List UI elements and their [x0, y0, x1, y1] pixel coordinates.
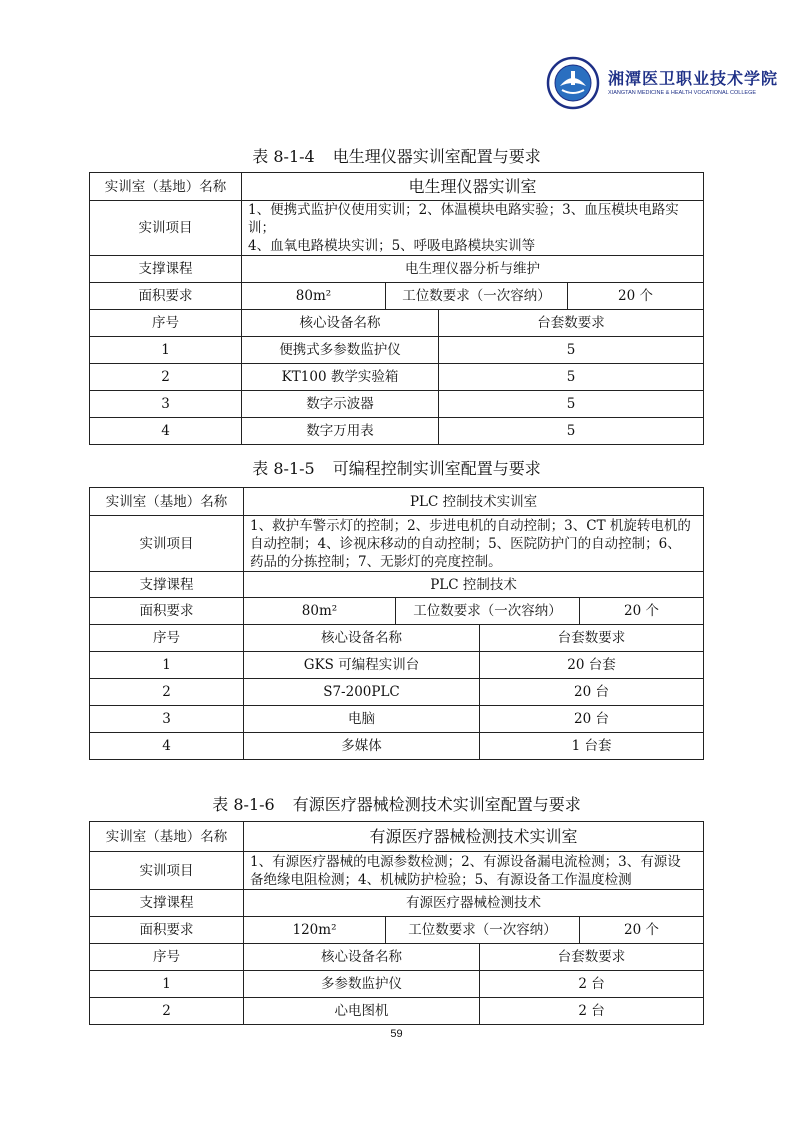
config-table — [89, 487, 704, 760]
course-label: 支撑课程 — [90, 890, 244, 917]
area-value: 120m² — [244, 917, 386, 944]
row-no: 2 — [90, 998, 244, 1025]
table-title: 电生理仪器实训室配置与要求 — [332, 147, 541, 166]
project-line: 1、便携式监护仪使用实训；2、体温模块电路实验；3、血压模块电路实训； — [248, 202, 679, 236]
col-header-no: 序号 — [90, 310, 242, 337]
table-number: 表 8-1-4 — [252, 147, 315, 166]
area-label: 面积要求 — [90, 283, 242, 310]
course-label: 支撑课程 — [90, 572, 244, 598]
table-caption — [0, 147, 793, 167]
row-count: 1 台套 — [480, 733, 704, 760]
config-table — [89, 821, 704, 1025]
room-name: 有源医疗器械检测技术实训室 — [244, 822, 704, 852]
room-name: PLC 控制技术实训室 — [244, 488, 704, 516]
station-label: 工位数要求（一次容纳） — [386, 283, 568, 310]
col-header-no: 序号 — [90, 625, 244, 652]
row-no: 4 — [90, 733, 244, 760]
area-value: 80m² — [242, 283, 386, 310]
table-row — [90, 706, 704, 733]
row-no: 3 — [90, 391, 242, 418]
row-count: 5 — [439, 337, 704, 364]
project-line: 自动控制；4、诊视床移动的自动控制；5、医院防护门的自动控制；6、 — [250, 535, 681, 552]
room-label: 实训室（基地）名称 — [90, 488, 244, 516]
row-count: 20 台套 — [480, 652, 704, 679]
row-no: 2 — [90, 364, 242, 391]
college-name-cn: 湘潭医卫职业技术学院 — [608, 69, 779, 88]
col-header-no: 序号 — [90, 944, 244, 971]
table-row — [90, 364, 704, 391]
row-equipment: 数字万用表 — [242, 418, 439, 445]
col-header-equipment: 核心设备名称 — [242, 310, 439, 337]
project-label: 实训项目 — [90, 201, 242, 256]
row-equipment: KT100 教学实验箱 — [242, 364, 439, 391]
col-header-count: 台套数要求 — [480, 944, 704, 971]
station-value: 20 个 — [568, 283, 704, 310]
table-title: 有源医疗器械检测技术实训室配置与要求 — [292, 795, 581, 814]
course-name: PLC 控制技术 — [244, 572, 704, 598]
area-label: 面积要求 — [90, 598, 244, 625]
course-label: 支撑课程 — [90, 256, 242, 283]
row-count: 2 台 — [480, 971, 704, 998]
table-row — [90, 337, 704, 364]
table-number: 表 8-1-5 — [252, 459, 315, 478]
page-number: 59 — [390, 1028, 403, 1040]
room-label: 实训室（基地）名称 — [90, 822, 244, 852]
table-row — [90, 971, 704, 998]
project-label: 实训项目 — [90, 852, 244, 890]
station-label: 工位数要求（一次容纳） — [396, 598, 580, 625]
row-count: 5 — [439, 364, 704, 391]
table-row — [90, 391, 704, 418]
row-no: 3 — [90, 706, 244, 733]
col-header-count: 台套数要求 — [439, 310, 704, 337]
table-title: 可编程控制实训室配置与要求 — [332, 459, 541, 478]
table-row — [90, 418, 704, 445]
col-header-equipment: 核心设备名称 — [244, 625, 480, 652]
row-no: 1 — [90, 971, 244, 998]
station-value: 20 个 — [580, 598, 704, 625]
table-caption — [0, 459, 793, 479]
row-no: 2 — [90, 679, 244, 706]
row-equipment: GKS 可编程实训台 — [244, 652, 480, 679]
row-count: 20 台 — [480, 679, 704, 706]
row-equipment: 数字示波器 — [242, 391, 439, 418]
project-content — [244, 852, 704, 890]
table-row — [90, 733, 704, 760]
row-count: 5 — [439, 418, 704, 445]
college-emblem-icon — [546, 56, 600, 110]
row-no: 4 — [90, 418, 242, 445]
config-table — [89, 172, 704, 445]
row-no: 1 — [90, 652, 244, 679]
table-caption — [0, 795, 793, 815]
project-content — [242, 201, 704, 256]
row-count: 5 — [439, 391, 704, 418]
row-equipment: S7-200PLC — [244, 679, 480, 706]
area-label: 面积要求 — [90, 917, 244, 944]
table-row — [90, 998, 704, 1025]
station-label: 工位数要求（一次容纳） — [386, 917, 580, 944]
college-logo — [546, 58, 778, 108]
project-content — [244, 516, 704, 572]
station-value: 20 个 — [580, 917, 704, 944]
row-equipment: 多参数监护仪 — [244, 971, 480, 998]
table-row — [90, 679, 704, 706]
room-label: 实训室（基地）名称 — [90, 173, 242, 201]
table-row — [90, 652, 704, 679]
row-count: 2 台 — [480, 998, 704, 1025]
room-name: 电生理仪器实训室 — [242, 173, 704, 201]
col-header-count: 台套数要求 — [480, 625, 704, 652]
project-line: 1、有源医疗器械的电源参数检测；2、有源设备漏电流检测；3、有源设 — [250, 853, 681, 870]
course-name: 有源医疗器械检测技术 — [244, 890, 704, 917]
row-equipment: 便携式多参数监护仪 — [242, 337, 439, 364]
project-line: 4、血氧电路模块实训；5、呼吸电路模块实训等 — [248, 238, 536, 254]
project-line: 1、救护车警示灯的控制；2、步进电机的自动控制；3、CT 机旋转电机的 — [250, 517, 691, 534]
area-value: 80m² — [244, 598, 396, 625]
row-equipment: 心电图机 — [244, 998, 480, 1025]
project-line: 备绝缘电阻检测；4、机械防护检验；5、有源设备工作温度检测 — [250, 871, 632, 888]
row-no: 1 — [90, 337, 242, 364]
project-label: 实训项目 — [90, 516, 244, 572]
course-name: 电生理仪器分析与维护 — [242, 256, 704, 283]
row-equipment: 多媒体 — [244, 733, 480, 760]
row-count: 20 台 — [480, 706, 704, 733]
row-equipment: 电脑 — [244, 706, 480, 733]
col-header-equipment: 核心设备名称 — [244, 944, 480, 971]
project-line: 药品的分拣控制；7、无影灯的亮度控制。 — [250, 553, 502, 570]
college-name-en: XIANGTAN MEDICINE & HEALTH VOCATIONAL COLLEGE — [608, 90, 757, 96]
table-number: 表 8-1-6 — [212, 795, 275, 814]
